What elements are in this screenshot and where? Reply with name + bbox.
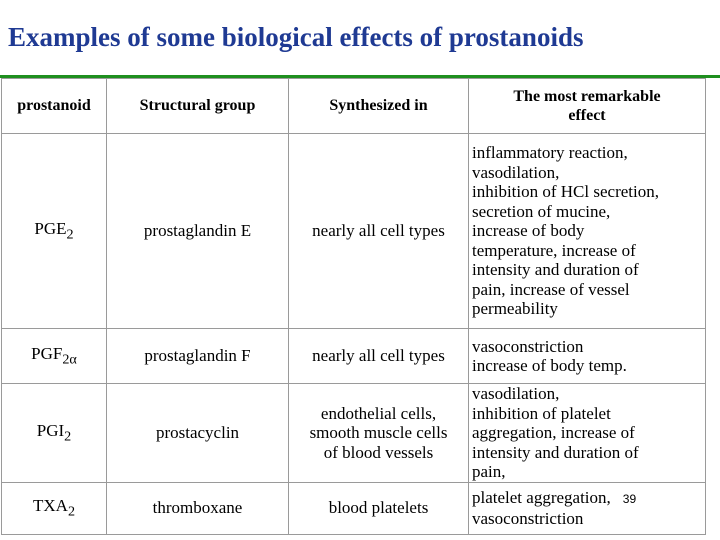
slide-number: 39	[622, 491, 637, 506]
effect-line: temperature, increase of	[472, 240, 636, 260]
effect-line: secretion of mucine,	[472, 201, 611, 221]
effect-line: aggregation, increase of	[472, 423, 635, 442]
cell-structural-group: prostaglandin F	[107, 329, 289, 384]
header-structural-group: Structural group	[107, 79, 289, 134]
effect-line: increase of body temp.	[472, 356, 627, 375]
prostanoid-name: TXA	[32, 495, 68, 515]
prostanoid-effects-table	[1, 78, 706, 535]
effect-line: permeability	[472, 299, 558, 319]
effect-line: pain, increase of vessel	[472, 279, 630, 299]
cell-prostanoid	[2, 329, 107, 384]
effect-line: intensity and duration of	[472, 442, 639, 462]
effect-line: platelet aggregation,	[472, 487, 611, 507]
prostanoid-subscript: 2α	[62, 351, 77, 368]
effect-line: intensity and duration of	[472, 260, 639, 280]
cell-structural-group: prostacyclin	[107, 384, 289, 483]
table-row	[2, 384, 706, 483]
prostanoid-subscript: 2	[64, 427, 72, 444]
synthesized-line: nearly all cell types	[312, 221, 445, 241]
table-row	[2, 482, 706, 534]
effect-line: inflammatory reaction,	[472, 143, 628, 163]
cell-synthesized-in	[289, 329, 469, 384]
page-title: Examples of some biological effects of prostanoids	[8, 22, 584, 52]
header-effect-line-2: effect	[568, 107, 606, 124]
cell-effect	[469, 134, 706, 329]
header-effect	[469, 79, 706, 134]
synthesized-line: of blood vessels	[323, 442, 434, 462]
header-prostanoid: prostanoid	[2, 79, 107, 134]
header-synthesized-in: Synthesized in	[289, 79, 469, 134]
cell-synthesized-in	[289, 384, 469, 483]
effect-line: increase of body	[472, 221, 585, 241]
effect-line: vasoconstriction	[472, 509, 584, 528]
cell-effect	[469, 482, 706, 534]
synthesized-line: endothelial cells,	[320, 403, 437, 423]
prostanoid-subscript: 2	[67, 503, 76, 520]
synthesized-line: smooth muscle cells	[309, 423, 448, 442]
cell-effect	[469, 329, 706, 384]
prostanoid-name: PGF	[31, 343, 63, 363]
table-row	[2, 134, 706, 329]
prostanoid-name: PGE	[34, 218, 67, 238]
prostanoid-subscript: 2	[66, 226, 74, 243]
cell-structural-group: thromboxane	[107, 482, 289, 534]
cell-structural-group: prostaglandin E	[107, 134, 289, 329]
effect-line: vasodilation,	[472, 162, 560, 182]
effect-line: vasoconstriction	[472, 336, 584, 356]
prostanoid-name: PGI	[36, 420, 65, 440]
effect-line: inhibition of HCl secretion,	[472, 182, 659, 202]
synthesized-line: blood platelets	[328, 498, 429, 518]
cell-synthesized-in	[289, 482, 469, 534]
table-header-row	[2, 79, 706, 134]
effect-line: vasodilation,	[472, 384, 560, 403]
table-row	[2, 329, 706, 384]
synthesized-line: nearly all cell types	[312, 346, 445, 366]
effect-line-with-slide-number	[472, 488, 702, 510]
cell-effect	[469, 384, 706, 483]
cell-prostanoid	[2, 482, 107, 534]
cell-synthesized-in	[289, 134, 469, 329]
header-effect-line-1: The most remarkable	[513, 87, 661, 105]
cell-prostanoid	[2, 384, 107, 483]
effect-line: pain,	[472, 462, 506, 481]
effect-line: inhibition of platelet	[472, 403, 611, 423]
cell-prostanoid	[2, 134, 107, 329]
